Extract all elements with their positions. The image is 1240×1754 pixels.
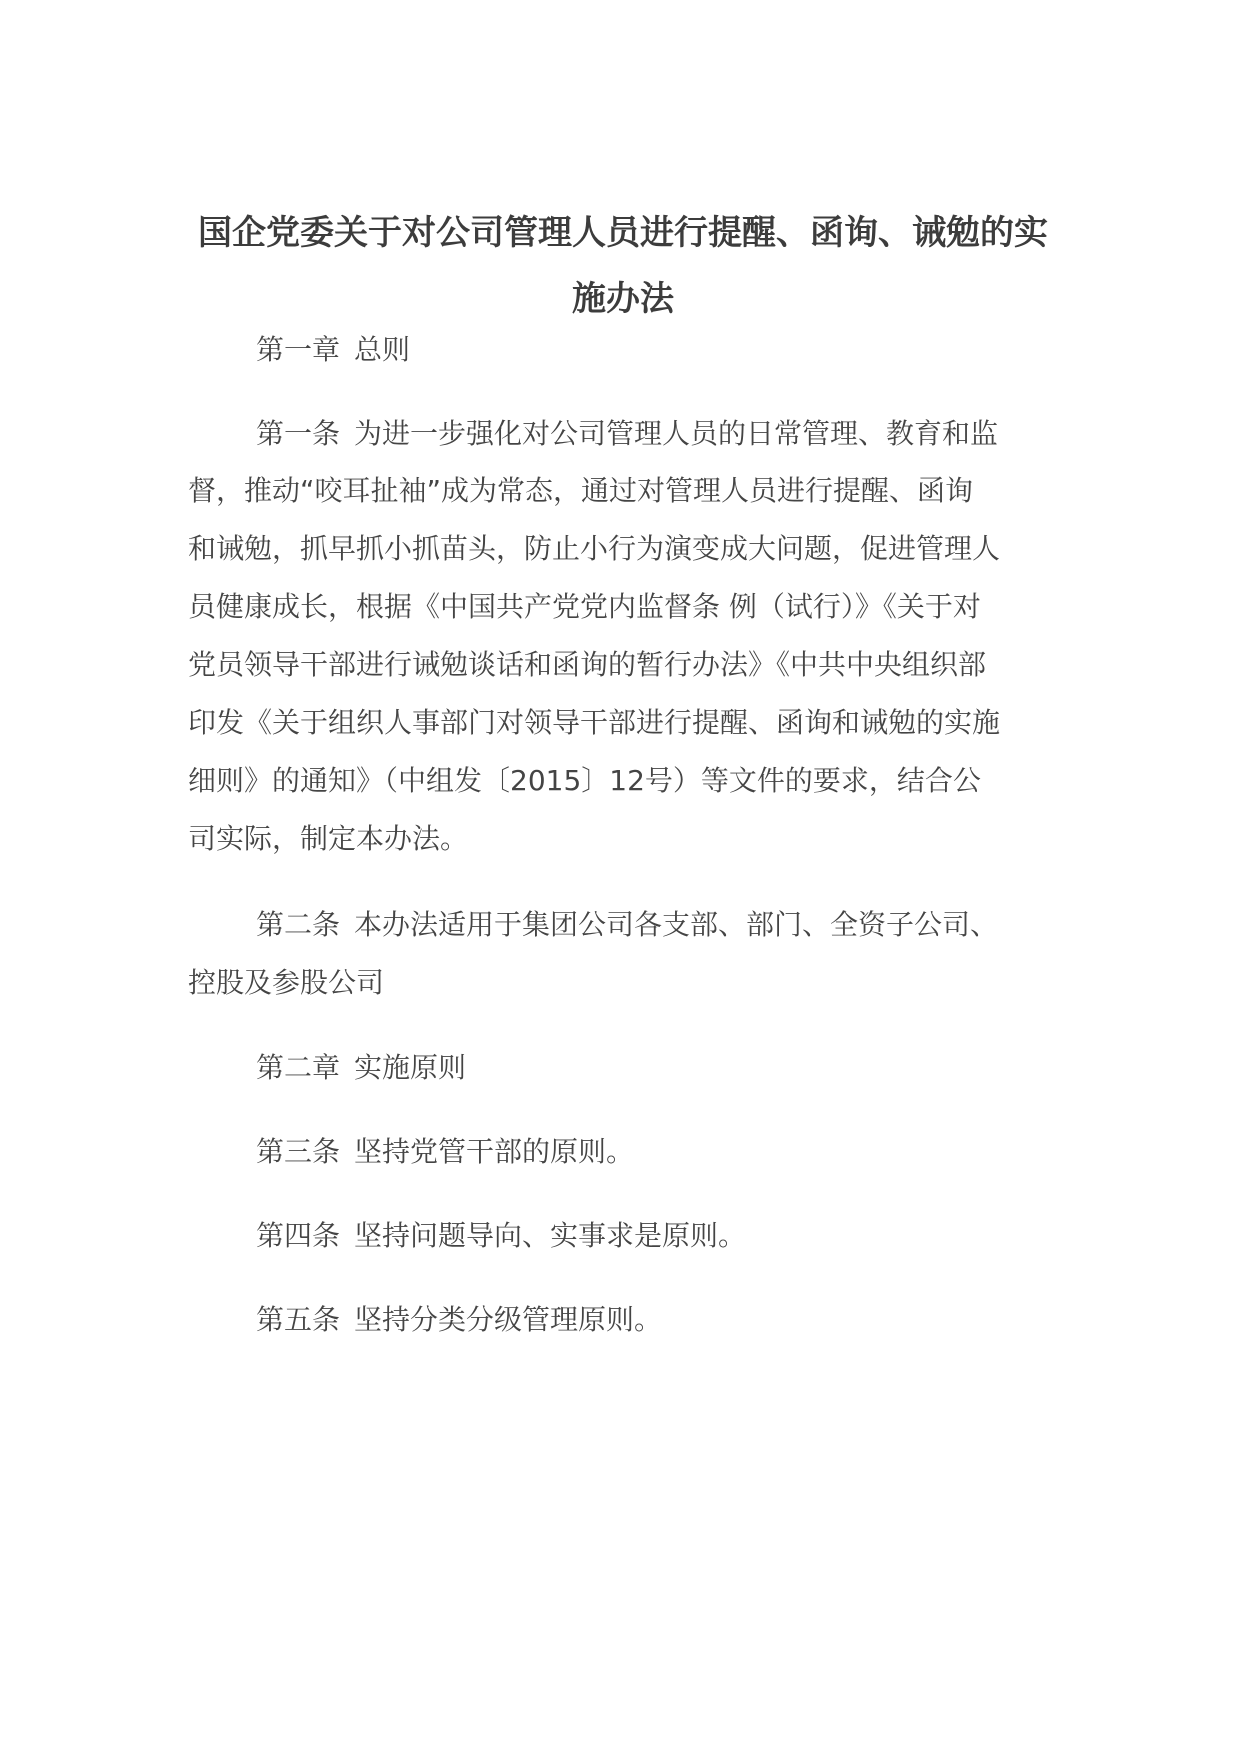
chapter-title: 实施原则 xyxy=(354,1051,467,1084)
article-4 xyxy=(256,1216,1136,1256)
article-3 xyxy=(256,1132,1136,1172)
article-number: 第三条 xyxy=(256,1135,341,1168)
article-5 xyxy=(256,1300,1136,1340)
article-text-line: 印发《关于组织人事部门对领导干部进行提醒、函询和诫勉的实施 xyxy=(188,706,1001,739)
chapter-heading xyxy=(256,1048,1136,1088)
article-text: 坚持党管干部的原则。 xyxy=(354,1135,635,1168)
article-text-line: 控股及参股公司 xyxy=(188,966,385,999)
article-number: 第一条 xyxy=(256,417,341,450)
article-number: 第二条 xyxy=(256,908,341,941)
chapter-title: 总则 xyxy=(354,333,411,366)
chapter-number: 第二章 xyxy=(256,1051,341,1084)
article-text-line: 员健康成长，根据《中国共产党党内监督条 例（试行）》《关于对 xyxy=(188,590,981,623)
article-text-line: 党员领导干部进行诫勉谈话和函询的暂行办法》《中共中央组织部 xyxy=(188,648,987,681)
article-text-line: 细则》的通知》（中组发〔2015〕12号）等文件的要求，结合公 xyxy=(188,764,981,797)
article-number: 第五条 xyxy=(256,1303,341,1336)
article-text-line: 为进一步强化对公司管理人员的日常管理、教育和监 xyxy=(354,417,999,450)
article-text-line: 督，推动“咬耳扯袖”成为常态，通过对管理人员进行提醒、函询 xyxy=(188,474,974,507)
document-title: 国企党委关于对公司管理人员进行提醒、函询、诫勉的实施办法 xyxy=(198,213,1048,319)
article-text-line: 司实际，制定本办法。 xyxy=(188,822,469,855)
article-text-line: 和诫勉，抓早抓小抓苗头，防止小行为演变成大问题，促进管理人 xyxy=(188,532,1001,565)
chapter-heading xyxy=(256,330,1136,370)
article-text: 坚持分类分级管理原则。 xyxy=(354,1303,663,1336)
chapter-number: 第一章 xyxy=(256,333,341,366)
article-text: 坚持问题导向、实事求是原则。 xyxy=(354,1219,747,1252)
article-first-line xyxy=(256,905,1136,945)
article-number: 第四条 xyxy=(256,1219,341,1252)
article-first-line xyxy=(256,414,1136,454)
article-text-line: 本办法适用于集团公司各支部、部门、全资子公司、 xyxy=(354,908,999,941)
